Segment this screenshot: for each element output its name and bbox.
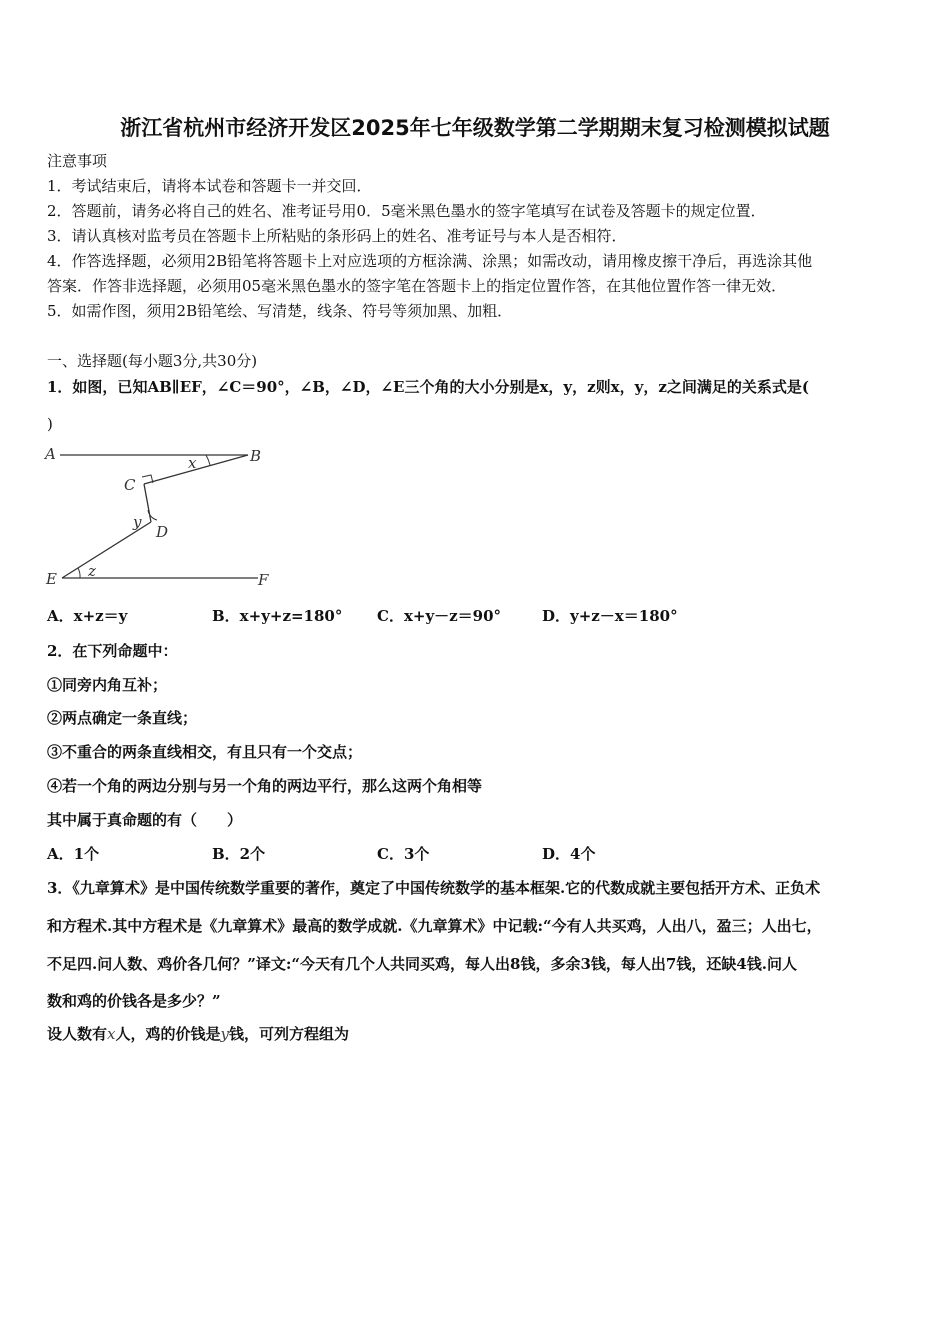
q3-var-x: x xyxy=(107,1025,116,1043)
note-item-5: 5．如需作图，须用2B铅笔绘、写清楚，线条、符号等须加黑、加粗． xyxy=(47,302,513,320)
label-f: F xyxy=(258,571,269,589)
q3-setup-before: 设人数有 xyxy=(47,1025,108,1043)
q2-option-c: C．3个 xyxy=(377,845,430,863)
exam-title: 浙江省杭州市经济开发区2025年七年级数学第二学期期末复习检测模拟试题 xyxy=(120,116,830,140)
q2-item-4: ④若一个角的两边分别与另一个角的两边平行，那么这两个角相等 xyxy=(47,777,483,795)
q1-figure xyxy=(40,440,280,600)
q3-line-2: 和方程术.其中方程术是《九章算术》最高的数学成就.《九章算术》中记载:“今有人共买鸡，人出八，盈三；人出七， xyxy=(47,917,822,935)
note-item-2: 2．答题前，请务必将自己的姓名、准考证号用0．5毫米黑色墨水的签字笔填写在试卷及答题卡的规定位置． xyxy=(47,202,766,220)
note-item-1: 1．考试结束后，请将本试卷和答题卡一并交回． xyxy=(47,177,372,195)
note-item-4: 4．作答选择题，必须用2B铅笔将答题卡上对应选项的方框涂满、涂黑；如需改动，请用橡皮擦干净后，再选涂其他 xyxy=(47,252,813,270)
q3-setup-after: 钱，可列方程组为 xyxy=(228,1025,349,1043)
q1-option-b: B．x+y+z=180° xyxy=(212,607,343,625)
q1-stem: 1．如图，已知AB∥EF，∠C＝90°，∠B，∠D，∠E三个角的大小分别是x，y，z则x，y，z之间满足的关系式是( xyxy=(47,378,809,396)
q2-option-b: B．2个 xyxy=(212,845,266,863)
q2-item-2: ②两点确定一条直线； xyxy=(47,709,198,727)
label-d: D xyxy=(156,523,169,541)
q3-line-4: 数和鸡的价钱各是多少？” xyxy=(47,992,221,1010)
q3-var-y: y xyxy=(220,1025,229,1043)
q3-line-1: 3．《九章算术》是中国传统数学重要的著作，奠定了中国传统数学的基本框架.它的代数成就主要包括开方术、正负术 xyxy=(47,879,821,897)
q3-setup xyxy=(47,1024,349,1044)
q2-item-3: ③不重合的两条直线相交，有且只有一个交点； xyxy=(47,743,363,761)
q2-stem: 2．在下列命题中： xyxy=(47,642,178,660)
q2-option-a: A．1个 xyxy=(47,845,100,863)
angle-x-arc xyxy=(206,455,210,465)
label-z: z xyxy=(88,562,96,580)
section-heading: 一、选择题(每小题3分,共30分) xyxy=(47,352,258,370)
q2-question: 其中属于真命题的有（ ） xyxy=(47,811,243,829)
q2-item-1: ①同旁内角互补； xyxy=(47,676,168,694)
label-a: A xyxy=(45,445,56,463)
label-y: y xyxy=(133,513,142,531)
q1-option-c: C．x+y－z＝90° xyxy=(377,607,502,625)
angle-z-arc xyxy=(78,568,80,578)
q1-stem-end: ) xyxy=(47,415,53,433)
q2-option-d: D．4个 xyxy=(542,845,596,863)
label-c: C xyxy=(124,476,136,494)
label-b: B xyxy=(250,447,262,465)
q1-option-d: D．y+z－x＝180° xyxy=(542,607,678,625)
label-e: E xyxy=(46,570,57,588)
segment-cd xyxy=(144,484,151,522)
q3-setup-mid: 人，鸡的价钱是 xyxy=(115,1025,221,1043)
notes-heading: 注意事项 xyxy=(47,152,108,170)
q3-line-3: 不足四.问人数、鸡价各几何？”译文:“今天有几个人共同买鸡，每人出8钱，多余3钱，每人出7钱，还缺4钱.问人 xyxy=(47,955,797,973)
note-item-3: 3．请认真核对监考员在答题卡上所粘贴的条形码上的姓名、准考证号与本人是否相符． xyxy=(47,227,627,245)
note-item-4-cont: 答案．作答非选择题，必须用05毫米黑色墨水的签字笔在答题卡上的指定位置作答，在其他位置作答一律无效． xyxy=(47,277,787,295)
label-x: x xyxy=(188,454,197,472)
q1-option-a: A．x+z＝y xyxy=(47,607,128,625)
